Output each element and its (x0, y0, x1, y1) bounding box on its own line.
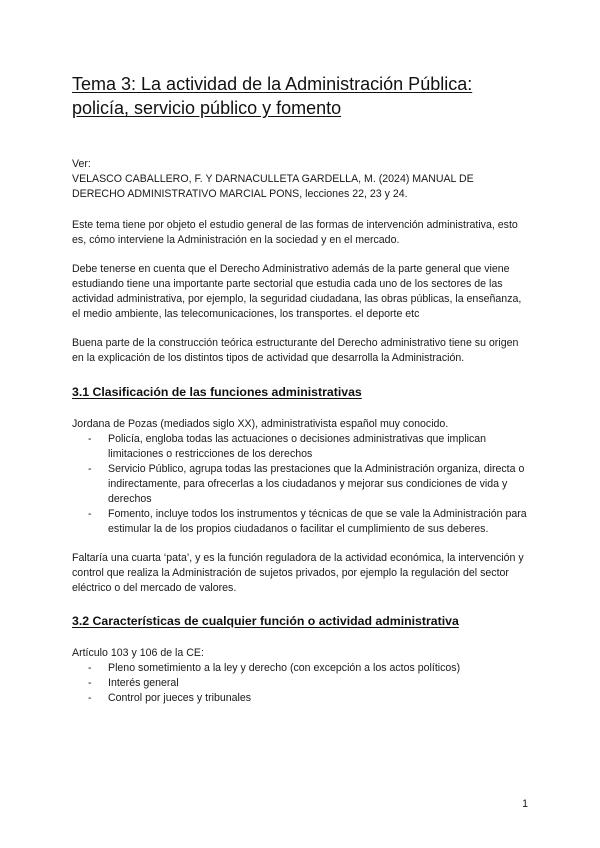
title-line-1: Tema 3: La actividad de la Administración Pública: (72, 74, 473, 94)
title-line-2: policía, servicio público y fomento (72, 98, 342, 118)
list-item: - Pleno sometimiento a la ley y derecho (con excepción a los actos políticos) (72, 661, 528, 676)
section-2-list (72, 661, 528, 706)
section-1-heading: 3.1 Clasificación de las funciones administrativas (72, 385, 362, 399)
reference-label: Ver: (72, 158, 91, 170)
document-page (72, 72, 528, 706)
list-item: - Interés general (72, 676, 528, 691)
reference-text: VELASCO CABALLERO, F. Y DARNACULLETA GARDELLA, M. (2024) MANUAL DE DERECHO ADMINISTRATIVO MARCIAL PONS, lecciones 22, 23 y 24. (72, 173, 474, 200)
list-item: - Control por jueces y tribunales (72, 691, 528, 706)
section-1-intro: Jordana de Pozas (mediados siglo XX), administrativista español muy conocido. (72, 418, 449, 430)
document-title (72, 72, 528, 120)
list-item: - Policía, engloba todas las actuaciones o decisiones administrativas que implican limitaciones o restricciones de los derechos (72, 432, 528, 462)
paragraph-construccion: Buena parte de la construcción teórica estructurante del Derecho administrativo tiene su origen en la explicación de los distintos tipos de actividad que desarrolla la Administración. (72, 337, 519, 364)
list-item: - Fomento, incluye todos los instrumentos y técnicas de que se vale la Administración para estimular la de los propios ciudadanos o facilitar el cumplimiento de sus deberes. (72, 507, 528, 537)
section-2-intro: Artículo 103 y 106 de la CE: (72, 647, 204, 659)
section-1-list (72, 432, 528, 537)
section-1-conclusion: Faltaría una cuarta ‘pata’, y es la función reguladora de la actividad económica, la intervención y control que realiza la Administración de sujetos privados, por ejemplo la regulación del sector eléctrico o del mercado de valores. (72, 552, 524, 594)
list-item: - Servicio Público, agrupa todas las prestaciones que la Administración organiza, directa o indirectamente, para ofrecerlas a los ciudadanos y mejorar sus condiciones de vida y derechos (72, 462, 528, 507)
paragraph-objeto: Este tema tiene por objeto el estudio general de las formas de intervención administrativa, esto es, cómo interviene la Administración en la sociedad y en el mercado. (72, 219, 518, 246)
page-number: 1 (522, 798, 528, 810)
section-2-heading: 3.2 Características de cualquier función o actividad administrativa (72, 614, 459, 628)
paragraph-sectorial: Debe tenerse en cuenta que el Derecho Administrativo además de la parte general que viene estudiando tiene una importante parte sectorial que estudia cada uno de los sectores de las actividad administrativa, por ejemplo, la seguridad ciudadana, las obras públicas, la enseñanza, el medio ambiente, las telecomunicaciones, los transportes. el deporte etc (72, 263, 522, 320)
